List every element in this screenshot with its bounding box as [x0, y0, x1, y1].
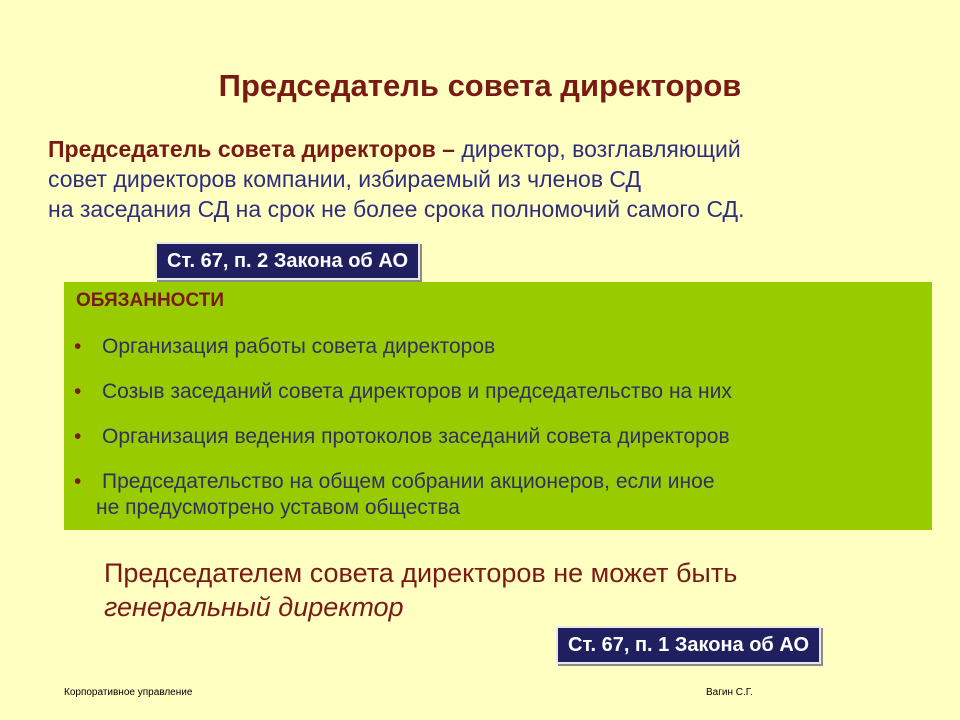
definition-line-3: на заседания СД на срок не более срока полномочий самого СД. — [48, 196, 745, 222]
duty-item — [74, 334, 495, 360]
bullet-icon: • — [74, 470, 82, 493]
statement-block — [104, 556, 904, 624]
bullet-icon: • — [74, 380, 82, 403]
duty-item — [74, 469, 715, 521]
duty-text: Созыв заседаний совета директоров и председательство на них — [102, 380, 732, 403]
duty-text: Председательство на общем собрании акционеров, если иное — [102, 470, 715, 493]
definition-dash: – — [435, 136, 462, 162]
bullet-icon: • — [74, 425, 82, 448]
duties-panel — [64, 282, 932, 530]
duty-text-continuation: не предусмотрено уставом общества — [96, 496, 460, 519]
law-reference-badge: Ст. 67, п. 2 Закона об АО — [155, 242, 420, 280]
footer-author: Вагин С.Г. — [706, 687, 753, 698]
bullet-icon: • — [74, 335, 82, 358]
law-reference-badge-2: Ст. 67, п. 1 Закона об АО — [556, 626, 821, 664]
duty-item — [74, 379, 732, 405]
duty-item — [74, 424, 730, 450]
definition-term: Председатель совета директоров — [48, 136, 436, 162]
definition-line-2: совет директоров компании, избираемый из членов СД — [48, 166, 642, 192]
duties-header: ОБЯЗАННОСТИ — [76, 290, 224, 311]
duty-text: Организация работы совета директоров — [102, 335, 496, 358]
footer-course-name: Корпоративное управление — [64, 687, 193, 698]
duty-text: Организация ведения протоколов заседаний совета директоров — [102, 425, 730, 448]
definition-text-1: директор, возглавляющий — [461, 136, 741, 162]
definition-line-1 — [48, 134, 928, 164]
definition-block — [48, 134, 928, 224]
statement-line-1: Председателем совета директоров не может быть — [104, 558, 738, 588]
slide-title: Председатель совета директоров — [218, 68, 742, 103]
statement-line-2: генеральный директор — [104, 592, 404, 622]
